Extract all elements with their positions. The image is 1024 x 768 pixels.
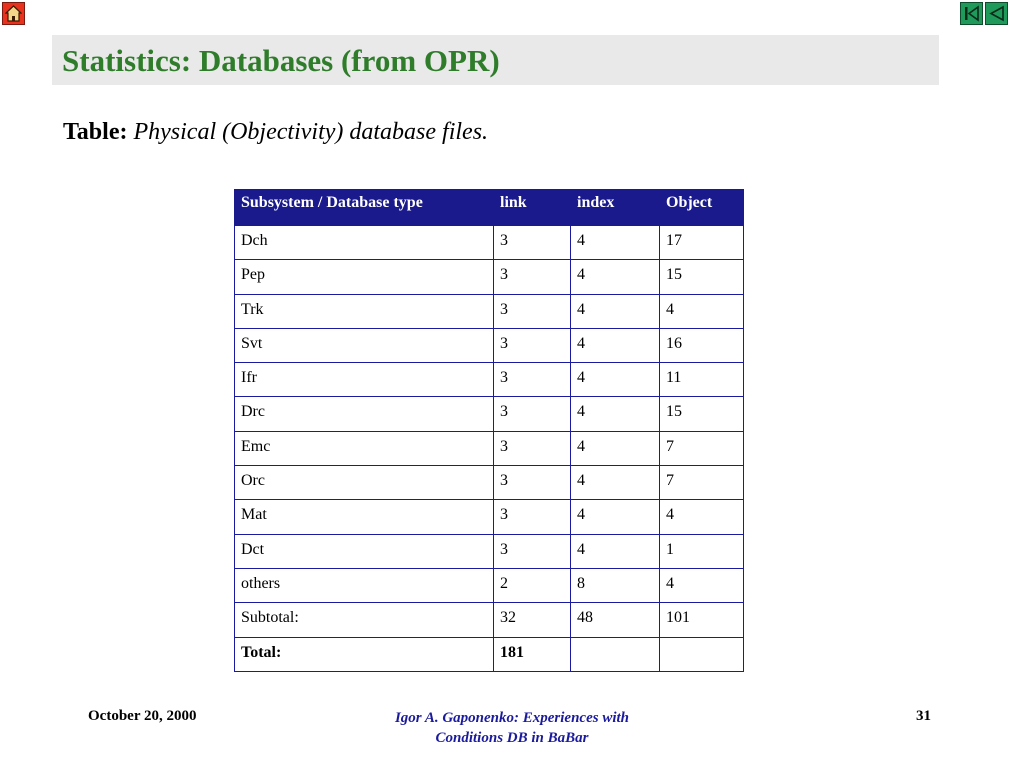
table-row bbox=[235, 431, 744, 465]
column-header-link: link bbox=[494, 190, 571, 226]
table-cell: 4 bbox=[571, 397, 660, 431]
table-cell: 101 bbox=[660, 603, 744, 637]
table-cell: 3 bbox=[494, 431, 571, 465]
table-cell: Dch bbox=[235, 226, 494, 260]
table-row bbox=[235, 260, 744, 294]
table-cell: Mat bbox=[235, 500, 494, 534]
table-cell: 4 bbox=[571, 294, 660, 328]
column-header-index: index bbox=[571, 190, 660, 226]
table-cell: 7 bbox=[660, 466, 744, 500]
table-row bbox=[235, 226, 744, 260]
total-row bbox=[235, 637, 744, 671]
table-cell: 3 bbox=[494, 294, 571, 328]
table-cell: 181 bbox=[494, 637, 571, 671]
first-slide-button[interactable] bbox=[960, 2, 983, 25]
table-cell: 3 bbox=[494, 466, 571, 500]
table-cell: 15 bbox=[660, 260, 744, 294]
table-cell: 4 bbox=[660, 568, 744, 602]
table-cell: Svt bbox=[235, 328, 494, 362]
table-cell: Subtotal: bbox=[235, 603, 494, 637]
table-cell: Total: bbox=[235, 637, 494, 671]
table-cell: Orc bbox=[235, 466, 494, 500]
table-cell: 3 bbox=[494, 500, 571, 534]
table-row bbox=[235, 363, 744, 397]
table-cell: 3 bbox=[494, 397, 571, 431]
table-cell: 3 bbox=[494, 534, 571, 568]
table-cell: 1 bbox=[660, 534, 744, 568]
home-button[interactable] bbox=[2, 2, 25, 25]
table-cell: 16 bbox=[660, 328, 744, 362]
table-cell: Drc bbox=[235, 397, 494, 431]
home-icon bbox=[5, 5, 22, 22]
table-row bbox=[235, 534, 744, 568]
table-cell: 17 bbox=[660, 226, 744, 260]
table-cell: 4 bbox=[571, 226, 660, 260]
column-header-subsystem: Subsystem / Database type bbox=[235, 190, 494, 226]
first-slide-icon bbox=[963, 5, 980, 22]
table-cell: 4 bbox=[571, 363, 660, 397]
caption-text: Physical (Objectivity) database files. bbox=[133, 119, 489, 145]
table-header-row bbox=[235, 190, 744, 226]
table-cell: 4 bbox=[571, 328, 660, 362]
page-title: Statistics: Databases (from OPR) bbox=[62, 43, 500, 78]
table-cell: others bbox=[235, 568, 494, 602]
table-cell: 32 bbox=[494, 603, 571, 637]
caption-label: Table: bbox=[63, 119, 128, 145]
table-cell: 3 bbox=[494, 260, 571, 294]
table-cell: 4 bbox=[660, 500, 744, 534]
table-cell: 4 bbox=[571, 534, 660, 568]
table-cell: 4 bbox=[660, 294, 744, 328]
table-cell: 48 bbox=[571, 603, 660, 637]
table-cell: 2 bbox=[494, 568, 571, 602]
footer-date: October 20, 2000 bbox=[88, 708, 197, 724]
table-cell: Emc bbox=[235, 431, 494, 465]
table-row bbox=[235, 466, 744, 500]
subtotal-row bbox=[235, 603, 744, 637]
footer-author-line-1: Igor A. Gaponenko: Experiences with bbox=[394, 710, 630, 726]
previous-slide-button[interactable] bbox=[985, 2, 1008, 25]
table-row bbox=[235, 568, 744, 602]
table-row bbox=[235, 328, 744, 362]
table-row bbox=[235, 500, 744, 534]
footer-author-line-2: Conditions DB in BaBar bbox=[435, 730, 589, 746]
table-cell: 11 bbox=[660, 363, 744, 397]
table-cell: 4 bbox=[571, 260, 660, 294]
slide-navigation bbox=[960, 2, 1008, 25]
footer-author bbox=[362, 708, 662, 748]
table-row bbox=[235, 294, 744, 328]
table-cell: 15 bbox=[660, 397, 744, 431]
table-cell: Pep bbox=[235, 260, 494, 294]
table-caption bbox=[63, 119, 488, 146]
table-cell: 3 bbox=[494, 226, 571, 260]
table-cell: 4 bbox=[571, 500, 660, 534]
table-cell: Trk bbox=[235, 294, 494, 328]
footer-page-number: 31 bbox=[916, 708, 931, 724]
table-row bbox=[235, 397, 744, 431]
column-header-object: Object bbox=[660, 190, 744, 226]
table-cell: 7 bbox=[660, 431, 744, 465]
title-band bbox=[52, 35, 939, 85]
database-files-table bbox=[234, 189, 744, 672]
table-cell bbox=[571, 637, 660, 671]
table-cell: Dct bbox=[235, 534, 494, 568]
table-cell: 4 bbox=[571, 466, 660, 500]
table-cell: 8 bbox=[571, 568, 660, 602]
table-cell: 3 bbox=[494, 328, 571, 362]
table-cell: 3 bbox=[494, 363, 571, 397]
table-cell: 4 bbox=[571, 431, 660, 465]
table-cell bbox=[660, 637, 744, 671]
previous-slide-icon bbox=[988, 5, 1005, 22]
table-cell: Ifr bbox=[235, 363, 494, 397]
